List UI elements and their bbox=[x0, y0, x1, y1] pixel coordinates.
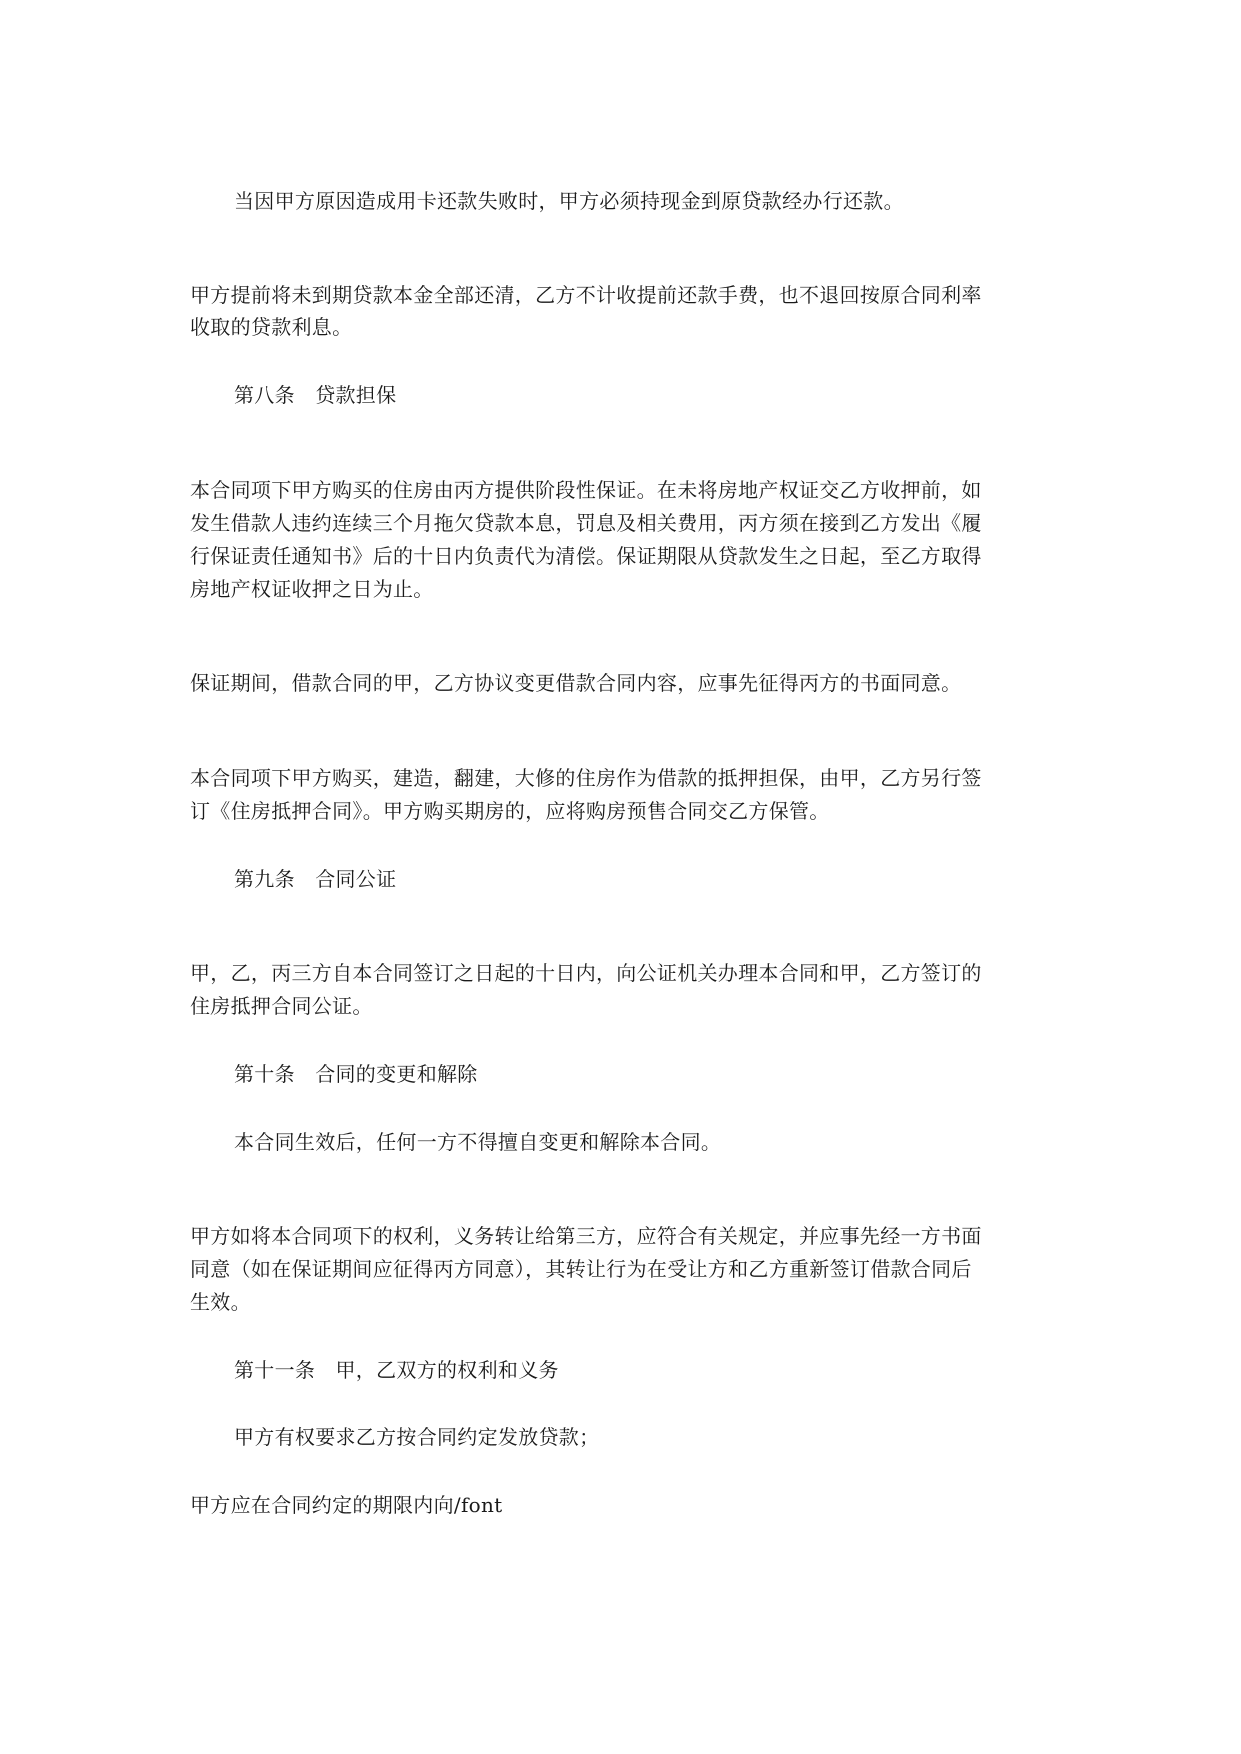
article-heading: 第九条 合同公证 bbox=[234, 867, 397, 891]
paragraph-line: 房地产权证收押之日为止。 bbox=[190, 577, 434, 601]
article-heading: 第十条 合同的变更和解除 bbox=[234, 1062, 478, 1086]
paragraph-line: 甲方有权要求乙方按合同约定发放贷款； bbox=[234, 1425, 600, 1449]
paragraph-line: 保证期间，借款合同的甲，乙方协议变更借款合同内容，应事先征得丙方的书面同意。 bbox=[190, 671, 962, 695]
paragraph-line: 收取的贷款利息。 bbox=[190, 315, 353, 339]
paragraph-line: 同意（如在保证期间应征得丙方同意），其转让行为在受让方和乙方重新签订借款合同后 bbox=[190, 1257, 972, 1281]
paragraph-line: 本合同生效后，任何一方不得擅自变更和解除本合同。 bbox=[234, 1130, 722, 1154]
paragraph-line: 当因甲方原因造成用卡还款失败时，甲方必须持现金到原贷款经办行还款。 bbox=[234, 189, 904, 213]
paragraph-line: 订《住房抵押合同》。甲方购买期房的，应将购房预售合同交乙方保管。 bbox=[190, 799, 830, 823]
paragraph-line: 发生借款人违约连续三个月拖欠贷款本息，罚息及相关费用，丙方须在接到乙方发出《履 bbox=[190, 511, 982, 535]
paragraph-line: 甲方应在合同约定的期限内向/font bbox=[190, 1493, 503, 1517]
article-heading: 第八条 贷款担保 bbox=[234, 383, 397, 407]
paragraph-line: 甲方如将本合同项下的权利，义务转让给第三方，应符合有关规定，并应事先经一方书面 bbox=[190, 1224, 982, 1248]
paragraph-line: 生效。 bbox=[190, 1290, 251, 1314]
paragraph-line: 本合同项下甲方购买，建造，翻建，大修的住房作为借款的抵押担保，由甲，乙方另行签 bbox=[190, 766, 982, 790]
paragraph-line: 住房抵押合同公证。 bbox=[190, 994, 373, 1018]
paragraph-line: 甲，乙，丙三方自本合同签订之日起的十日内，向公证机关办理本合同和甲，乙方签订的 bbox=[190, 961, 982, 985]
article-heading: 第十一条 甲，乙双方的权利和义务 bbox=[234, 1358, 559, 1382]
paragraph-line: 本合同项下甲方购买的住房由丙方提供阶段性保证。在未将房地产权证交乙方收押前，如 bbox=[190, 478, 982, 502]
paragraph-line: 甲方提前将未到期贷款本金全部还清，乙方不计收提前还款手费，也不退回按原合同利率 bbox=[190, 283, 982, 307]
paragraph-line: 行保证责任通知书》后的十日内负责代为清偿。保证期限从贷款发生之日起，至乙方取得 bbox=[190, 544, 982, 568]
